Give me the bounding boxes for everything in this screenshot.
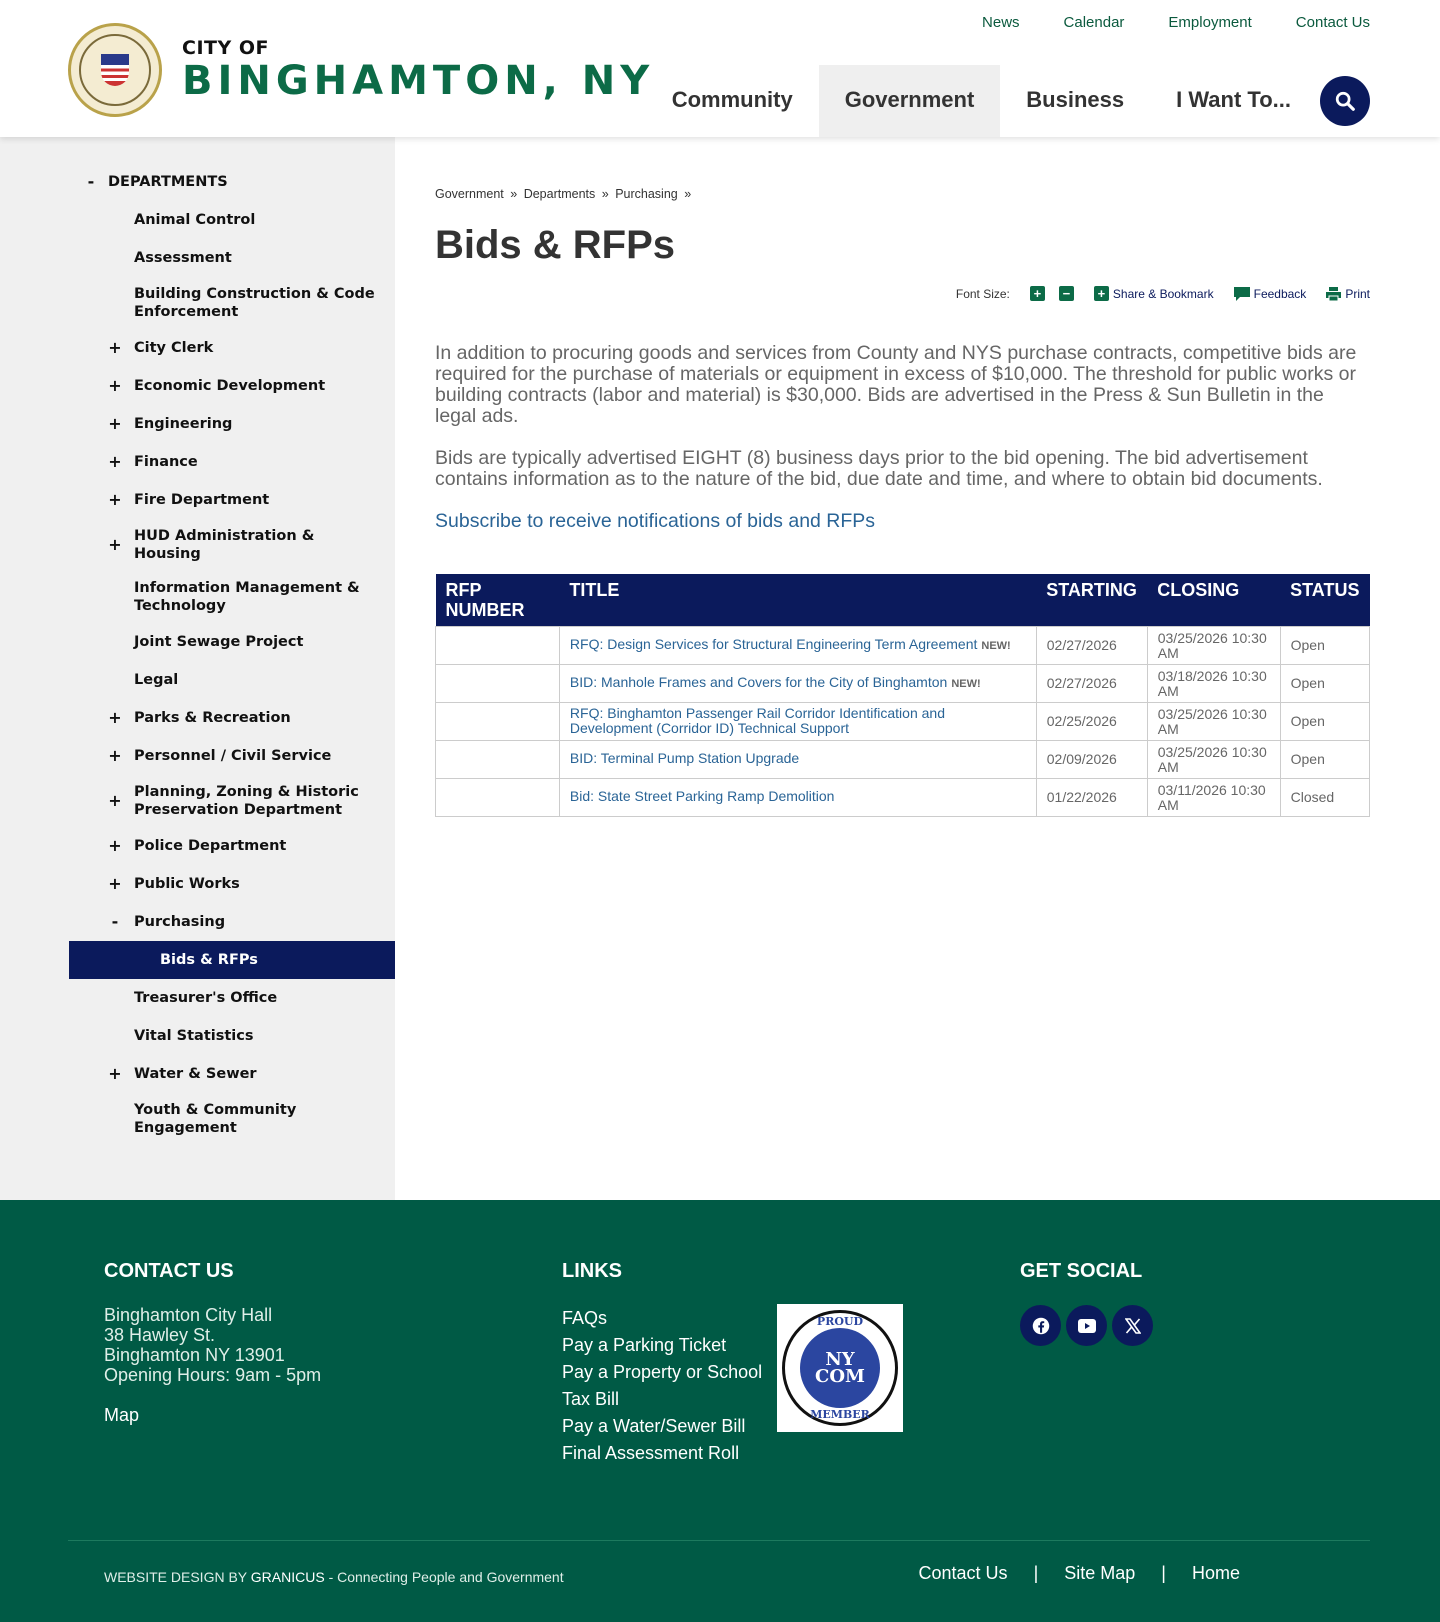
opening-hours: Opening Hours: 9am - 5pm: [104, 1365, 322, 1385]
status-cell: Open: [1280, 741, 1369, 779]
search-icon: [1334, 90, 1356, 112]
sidebar-item-parks-recreation[interactable]: [0, 699, 395, 737]
footer-link-property-tax[interactable]: Pay a Property or School Tax Bill: [562, 1362, 763, 1409]
table-row: [436, 741, 1370, 779]
print-icon: [1326, 287, 1341, 301]
sidebar-item-police[interactable]: [0, 827, 395, 865]
badge-text: NY: [825, 1349, 855, 1370]
font-increase-icon[interactable]: +: [1030, 286, 1045, 301]
footer-social: [1020, 1260, 1153, 1467]
feedback-link[interactable]: Feedback: [1253, 286, 1307, 301]
sidebar-item-information-management[interactable]: [0, 571, 395, 623]
sidebar-item-label: Police Department: [134, 838, 287, 854]
new-badge: NEW!: [981, 640, 1011, 652]
footer-links: [562, 1260, 1020, 1467]
sidebar-item-label: Personnel / Civil Service: [134, 748, 332, 764]
sidebar-item-label: Parks & Recreation: [134, 710, 291, 726]
footer-heading-contact: CONTACT US: [104, 1260, 234, 1282]
sidebar-item-label: Treasurer's Office: [134, 990, 278, 1006]
x-icon[interactable]: [1112, 1305, 1153, 1346]
expand-toggle[interactable]: +: [108, 791, 122, 810]
font-decrease-icon[interactable]: −: [1059, 286, 1074, 301]
sidebar-item-label: Water & Sewer: [134, 1066, 257, 1082]
sidebar-item-label: Animal Control: [134, 212, 256, 228]
table-header-row: [436, 574, 1370, 627]
breadcrumb-government[interactable]: Government: [435, 187, 504, 201]
sort-starting[interactable]: STARTING: [1046, 580, 1137, 600]
expand-toggle[interactable]: +: [108, 708, 122, 727]
utility-link-employment[interactable]: Employment: [1168, 14, 1252, 31]
footer-bottom-links: [919, 1561, 1240, 1585]
expand-toggle[interactable]: +: [108, 535, 122, 554]
sidebar-item-treasurers-office[interactable]: [0, 979, 395, 1017]
table-row: [436, 627, 1370, 665]
sidebar-item-label: Purchasing: [134, 914, 226, 930]
sidebar-item-vital-statistics[interactable]: [0, 1017, 395, 1055]
expand-toggle[interactable]: +: [108, 338, 122, 357]
site-logo[interactable]: [68, 23, 654, 117]
credit-suffix: - Connecting People and Government: [324, 1569, 564, 1585]
page-title: Bids & RFPs: [435, 223, 676, 267]
footer-bottom: [68, 1540, 1370, 1585]
sidebar-item-engineering[interactable]: [0, 405, 395, 443]
footer-contact: [104, 1260, 562, 1467]
expand-toggle[interactable]: +: [108, 1064, 122, 1083]
sidebar-item-label: Vital Statistics: [134, 1028, 254, 1044]
sidebar-item-label: Legal: [134, 672, 179, 688]
print-link[interactable]: Print: [1345, 286, 1370, 301]
footer-heading-links: LINKS: [562, 1260, 622, 1282]
bid-title-link[interactable]: RFQ: Design Services for Structural Engineering Term Agreement: [569, 636, 978, 652]
breadcrumb-purchasing[interactable]: Purchasing: [615, 187, 678, 201]
footer-bottom-home[interactable]: Home: [1191, 1562, 1240, 1583]
sidebar-item-label: Assessment: [134, 250, 232, 266]
sidebar-item-label: Youth & Community Engagement: [134, 1102, 297, 1136]
footer-link-assessment-roll[interactable]: Final Assessment Roll: [562, 1443, 740, 1463]
sidebar-item-label: DEPARTMENTS: [108, 174, 228, 190]
nycom-member-badge[interactable]: [777, 1304, 903, 1432]
nav-i-want-to[interactable]: I Want To...: [1176, 87, 1291, 112]
sidebar-item-building-construction[interactable]: [0, 277, 395, 329]
collapse-toggle[interactable]: -: [87, 172, 95, 191]
sidebar-item-label: Bids & RFPs: [160, 952, 258, 968]
sidebar-item-bids-rfps[interactable]: [69, 941, 395, 979]
table-row: [436, 665, 1370, 703]
rfp-number-cell: [436, 665, 560, 703]
expand-toggle[interactable]: +: [108, 452, 122, 471]
footer-heading-social: GET SOCIAL: [1020, 1260, 1143, 1282]
sidebar-item-label: Joint Sewage Project: [134, 634, 304, 650]
expand-toggle[interactable]: +: [108, 746, 122, 765]
expand-toggle[interactable]: +: [108, 414, 122, 433]
search-button[interactable]: [1320, 76, 1370, 126]
rfp-number-cell: [436, 779, 560, 817]
logo-text-big: BINGHAMTON, NY: [182, 58, 655, 104]
address-line: Binghamton NY 13901: [104, 1345, 285, 1365]
sidebar-item-water-sewer[interactable]: [0, 1055, 395, 1093]
table-row: [436, 703, 1370, 741]
badge-text: MEMBER: [810, 1408, 870, 1421]
status-cell: Open: [1280, 627, 1369, 665]
starting-cell: 02/25/2026: [1036, 703, 1147, 741]
sidebar-item-label: City Clerk: [134, 340, 214, 356]
font-size-label: Font Size:: [955, 286, 1010, 301]
sidebar-item-finance[interactable]: [0, 443, 395, 481]
sidebar-section-departments[interactable]: [0, 163, 395, 201]
closing-cell: 03/25/2026 10:30 AM: [1147, 741, 1280, 779]
table-row: [436, 779, 1370, 817]
address-line: 38 Hawley St.: [104, 1325, 216, 1345]
nav-business[interactable]: Business: [1026, 87, 1125, 112]
bids-table: [435, 574, 1370, 817]
badge-text: PROUD: [816, 1315, 864, 1328]
sidebar-item-youth-community[interactable]: [0, 1093, 395, 1145]
sidebar-item-label: Building Construction & Code Enforcement: [134, 286, 375, 320]
bid-title-link[interactable]: RFQ: Binghamton Passenger Rail Corridor Identification and Development (Corridor ID) Technical Support: [569, 704, 945, 736]
feedback-icon: [1234, 287, 1250, 301]
credit-prefix: WEBSITE DESIGN BY: [104, 1569, 251, 1585]
sidebar-item-fire-department[interactable]: [0, 481, 395, 519]
utility-link-calendar[interactable]: Calendar: [1063, 14, 1125, 31]
expand-toggle[interactable]: +: [108, 874, 122, 893]
breadcrumb-separator: »: [601, 187, 609, 201]
sidebar-item-city-clerk[interactable]: [0, 329, 395, 367]
intro-paragraph: In addition to procuring goods and services from County and NYS purchase contracts, competitive bids are required for the purchase of materials or equipment in excess of $10,000. The threshold for public works or building contracts (labor and material) is $30,000. Bids are advertised in the Press & Sun Bulletin in the legal ads.: [435, 342, 1357, 427]
breadcrumb-separator: »: [510, 187, 518, 201]
sidebar-item-legal[interactable]: [0, 661, 395, 699]
utility-link-news[interactable]: News: [982, 14, 1020, 31]
footer-bottom-contact-us[interactable]: Contact Us: [918, 1562, 1008, 1583]
map-link[interactable]: Map: [104, 1405, 140, 1425]
sidebar-item-public-works[interactable]: [0, 865, 395, 903]
sidebar-item-label: Economic Development: [134, 378, 326, 394]
sidebar-item-label: Finance: [134, 454, 198, 470]
intro-paragraph: Bids are typically advertised EIGHT (8) business days prior to the bid opening. The bid advertisement contains information as to the nature of the bid, due date and time, and where to obtain bid documents.: [435, 447, 1323, 490]
closing-cell: 03/25/2026 10:30 AM: [1147, 627, 1280, 665]
status-cell: Open: [1280, 703, 1369, 741]
share-bookmark-link[interactable]: Share & Bookmark: [1112, 286, 1214, 301]
starting-cell: 01/22/2026: [1036, 779, 1147, 817]
share-plus-icon: +: [1094, 286, 1109, 301]
breadcrumb: [435, 187, 1370, 201]
youtube-icon[interactable]: [1066, 1305, 1107, 1346]
closing-cell: 03/11/2026 10:30 AM: [1147, 779, 1280, 817]
starting-cell: 02/27/2026: [1036, 665, 1147, 703]
expand-toggle[interactable]: +: [108, 836, 122, 855]
breadcrumb-separator: »: [684, 187, 692, 201]
collapse-toggle[interactable]: -: [111, 912, 119, 931]
sidebar-item-economic-development[interactable]: [0, 367, 395, 405]
footer-bottom-site-map[interactable]: Site Map: [1064, 1562, 1136, 1583]
sidebar-item-animal-control[interactable]: [0, 201, 395, 239]
design-credit: [104, 1569, 564, 1585]
main-content: [395, 137, 1440, 1200]
closing-cell: 03/25/2026 10:30 AM: [1147, 703, 1280, 741]
address-line: Binghamton City Hall: [104, 1305, 273, 1325]
separator: |: [1161, 1562, 1166, 1583]
breadcrumb-departments[interactable]: Departments: [523, 187, 596, 201]
sidebar-item-label: Fire Department: [134, 492, 270, 508]
new-badge: NEW!: [951, 678, 981, 690]
badge-text: COM: [815, 1366, 865, 1387]
bid-title-link[interactable]: BID: Terminal Pump Station Upgrade: [569, 750, 800, 766]
bid-title-link[interactable]: BID: Manhole Frames and Covers for the City of Binghamton: [569, 674, 948, 690]
footer-link-water-sewer-bill[interactable]: Pay a Water/Sewer Bill: [562, 1416, 746, 1436]
sort-rfp-number[interactable]: RFP NUMBER: [445, 580, 525, 620]
sidebar-item-personnel[interactable]: [0, 737, 395, 775]
utility-nav: [938, 14, 1370, 31]
status-cell: Open: [1280, 665, 1369, 703]
expand-toggle[interactable]: +: [108, 490, 122, 509]
nav-community[interactable]: Community: [671, 87, 793, 112]
bid-title-link[interactable]: Bid: State Street Parking Ramp Demolition: [569, 788, 835, 804]
closing-cell: 03/18/2026 10:30 AM: [1147, 665, 1280, 703]
sidebar-item-label: Information Management & Technology: [134, 580, 360, 614]
rfp-number-cell: [436, 741, 560, 779]
page-tools: [435, 286, 1370, 301]
intro-text: [435, 343, 1370, 532]
main-nav: [646, 65, 1370, 137]
sidebar-item-hud[interactable]: [0, 519, 395, 571]
sidebar-item-joint-sewage[interactable]: [0, 623, 395, 661]
sidebar-item-label: Public Works: [134, 876, 240, 892]
rfp-number-cell: [436, 703, 560, 741]
site-header: [0, 0, 1440, 137]
granicus-link[interactable]: GRANICUS: [250, 1569, 325, 1585]
sidebar-nav: [0, 137, 395, 1200]
sidebar-item-label: Engineering: [134, 416, 233, 432]
footer-link-parking-ticket[interactable]: Pay a Parking Ticket: [562, 1335, 727, 1355]
nav-government[interactable]: Government: [819, 65, 1001, 137]
sort-title[interactable]: TITLE: [569, 580, 620, 600]
sidebar-item-purchasing[interactable]: [0, 903, 395, 941]
expand-toggle[interactable]: +: [108, 376, 122, 395]
sort-closing[interactable]: CLOSING: [1157, 580, 1240, 600]
starting-cell: 02/27/2026: [1036, 627, 1147, 665]
sidebar-item-label: Planning, Zoning & Historic Preservation Department: [134, 784, 359, 818]
rfp-number-cell: [436, 627, 560, 665]
status-cell: Closed: [1280, 779, 1369, 817]
city-seal-icon: [68, 23, 162, 117]
starting-cell: 02/09/2026: [1036, 741, 1147, 779]
sidebar-item-planning-zoning[interactable]: [0, 775, 395, 827]
facebook-icon[interactable]: [1020, 1305, 1061, 1346]
sort-status[interactable]: STATUS: [1290, 580, 1360, 600]
footer-link-faqs[interactable]: FAQs: [562, 1308, 608, 1328]
sidebar-item-assessment[interactable]: [0, 239, 395, 277]
logo-text-small: CITY OF: [182, 37, 269, 59]
utility-link-contact-us[interactable]: Contact Us: [1295, 14, 1370, 31]
sidebar-item-label: HUD Administration & Housing: [134, 528, 315, 562]
subscribe-link[interactable]: Subscribe to receive notifications of bids and RFPs: [435, 510, 876, 532]
address-block: [104, 1305, 562, 1385]
separator: |: [1033, 1562, 1039, 1583]
site-footer: [0, 1200, 1440, 1622]
